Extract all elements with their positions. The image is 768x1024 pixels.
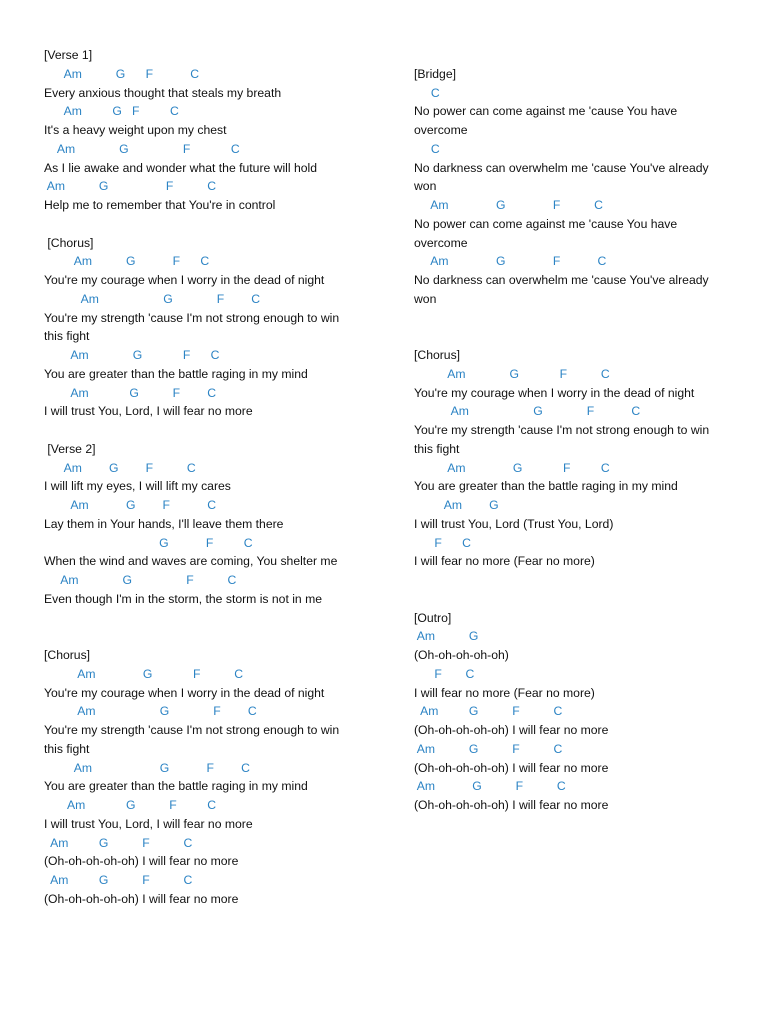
lyric-line: No darkness can overwhelm me 'cause You've already [414, 273, 709, 287]
blank-line [414, 309, 744, 328]
lyric-line: You're my strength 'cause I'm not strong enough to win [414, 423, 710, 437]
lyric-line: overcome [414, 235, 468, 250]
chord-line: Am G F C [44, 179, 217, 194]
chord-line: Am G F C [44, 498, 217, 512]
chord-line: Am G F C [44, 573, 237, 587]
lyric-line: Help me to remember that You're in control [44, 198, 276, 212]
blank-line [44, 609, 374, 628]
chord-line: Am G F C [44, 385, 217, 400]
lyric-line: You are greater than the battle raging in my mind [414, 479, 678, 494]
section-header: [Verse 1] [44, 48, 93, 62]
chord-line: Am G F C [44, 66, 200, 81]
lyric-line: Lay them in Your hands, I'll leave them there [44, 516, 284, 531]
lyric-line: (Oh-oh-oh-oh-oh) I will fear no more [44, 891, 239, 906]
chord-line: Am G F C [44, 798, 217, 812]
chord-line: F C [414, 666, 475, 681]
chord-line: Am G [414, 629, 479, 644]
lyric-line: (Oh-oh-oh-oh-oh) I will fear no more [414, 798, 609, 812]
section-header: [Outro] [414, 610, 452, 625]
chord-line: Am G F C [414, 254, 607, 269]
section-header: [Chorus] [414, 348, 461, 362]
chord-line: Am G F C [44, 666, 244, 681]
lyric-line: (Oh-oh-oh-oh-oh) I will fear no more [414, 760, 609, 775]
lyric-line: this fight [44, 741, 90, 756]
chord-line: Am G F C [44, 348, 220, 362]
lyric-line: You're my courage when I worry in the dead of night [44, 273, 325, 287]
chord-line: Am G F C [44, 254, 210, 269]
lyric-line: I will fear no more (Fear no more) [414, 685, 595, 700]
lyric-line: this fight [44, 329, 90, 344]
chord-line: Am G [414, 498, 499, 512]
section-header: [Chorus] [44, 235, 94, 250]
chord-line: Am G F C [414, 404, 641, 419]
lyric-line: As I lie awake and wonder what the future will hold [44, 160, 318, 175]
section-header: [Chorus] [44, 648, 91, 662]
chord-line: C [414, 141, 440, 156]
lyric-line: (Oh-oh-oh-oh-oh) I will fear no more [414, 723, 609, 737]
lyric-line: You are greater than the battle raging in my mind [44, 366, 308, 381]
chord-line: Am G F C [414, 741, 563, 756]
blank-line [44, 421, 374, 440]
blank-line [44, 627, 374, 646]
lyric-line: I will fear no more (Fear no more) [414, 554, 595, 569]
lyric-line: I will trust You, Lord (Trust You, Lord) [414, 516, 614, 531]
lyric-line: won [414, 291, 437, 306]
chord-line: G F C [44, 535, 253, 550]
lyric-line: No power can come against me 'cause You have [414, 104, 678, 119]
lyric-line: You're my courage when I worry in the dead of night [44, 685, 325, 700]
lyric-line: No darkness can overwhelm me 'cause You've already [414, 160, 709, 175]
chord-line: C [414, 85, 440, 100]
chord-line: Am G F C [44, 760, 250, 775]
blank-line [414, 571, 744, 590]
section-header: [Verse 2] [44, 441, 96, 456]
chord-line: Am G F C [44, 704, 257, 719]
lyric-line: You're my courage when I worry in the dead of night [414, 385, 695, 400]
chord-line: Am G F C [414, 366, 610, 381]
lyric-line: I will trust You, Lord, I will fear no more [44, 816, 253, 831]
chord-line: Am G F C [44, 873, 193, 887]
lyric-line: You're my strength 'cause I'm not strong enough to win [44, 723, 340, 737]
lyric-line: this fight [414, 441, 460, 456]
chord-line: Am G F C [44, 141, 240, 156]
blank-line [414, 327, 744, 346]
blank-line [414, 590, 744, 609]
lyric-line: overcome [414, 123, 468, 137]
lyric-line: You're my strength 'cause I'm not strong enough to win [44, 310, 340, 325]
chord-line: Am G F C [44, 835, 193, 850]
lyric-line: Even though I'm in the storm, the storm is not in me [44, 591, 323, 606]
chord-line: Am G F C [414, 779, 566, 794]
lyric-line: (Oh-oh-oh-oh-oh) I will fear no more [44, 854, 239, 869]
lyric-line: Every anxious thought that steals my breath [44, 85, 282, 100]
chord-line: F C [414, 535, 471, 550]
chord-line: Am G F C [414, 198, 603, 212]
section-header: [Bridge] [414, 66, 457, 81]
lyric-line: I will trust You, Lord, I will fear no more [44, 404, 253, 419]
right-column [414, 46, 744, 815]
lyric-line: It's a heavy weight upon my chest [44, 123, 227, 137]
chord-line: Am G F C [44, 104, 179, 119]
lyric-line: No power can come against me 'cause You have [414, 216, 678, 231]
chord-line: Am G F C [44, 460, 196, 475]
blank-line [44, 215, 374, 234]
lyric-line: won [414, 179, 437, 194]
chord-line: Am G F C [414, 704, 563, 719]
chord-line: Am G F C [414, 460, 610, 475]
left-column [44, 46, 374, 909]
chord-line: Am G F C [44, 291, 261, 306]
lyric-line: I will lift my eyes, I will lift my cares [44, 479, 231, 494]
lyric-line: You are greater than the battle raging in my mind [44, 779, 308, 794]
blank-line [414, 46, 744, 65]
lyric-line: (Oh-oh-oh-oh-oh) [414, 648, 509, 662]
lyric-line: When the wind and waves are coming, You shelter me [44, 554, 338, 569]
